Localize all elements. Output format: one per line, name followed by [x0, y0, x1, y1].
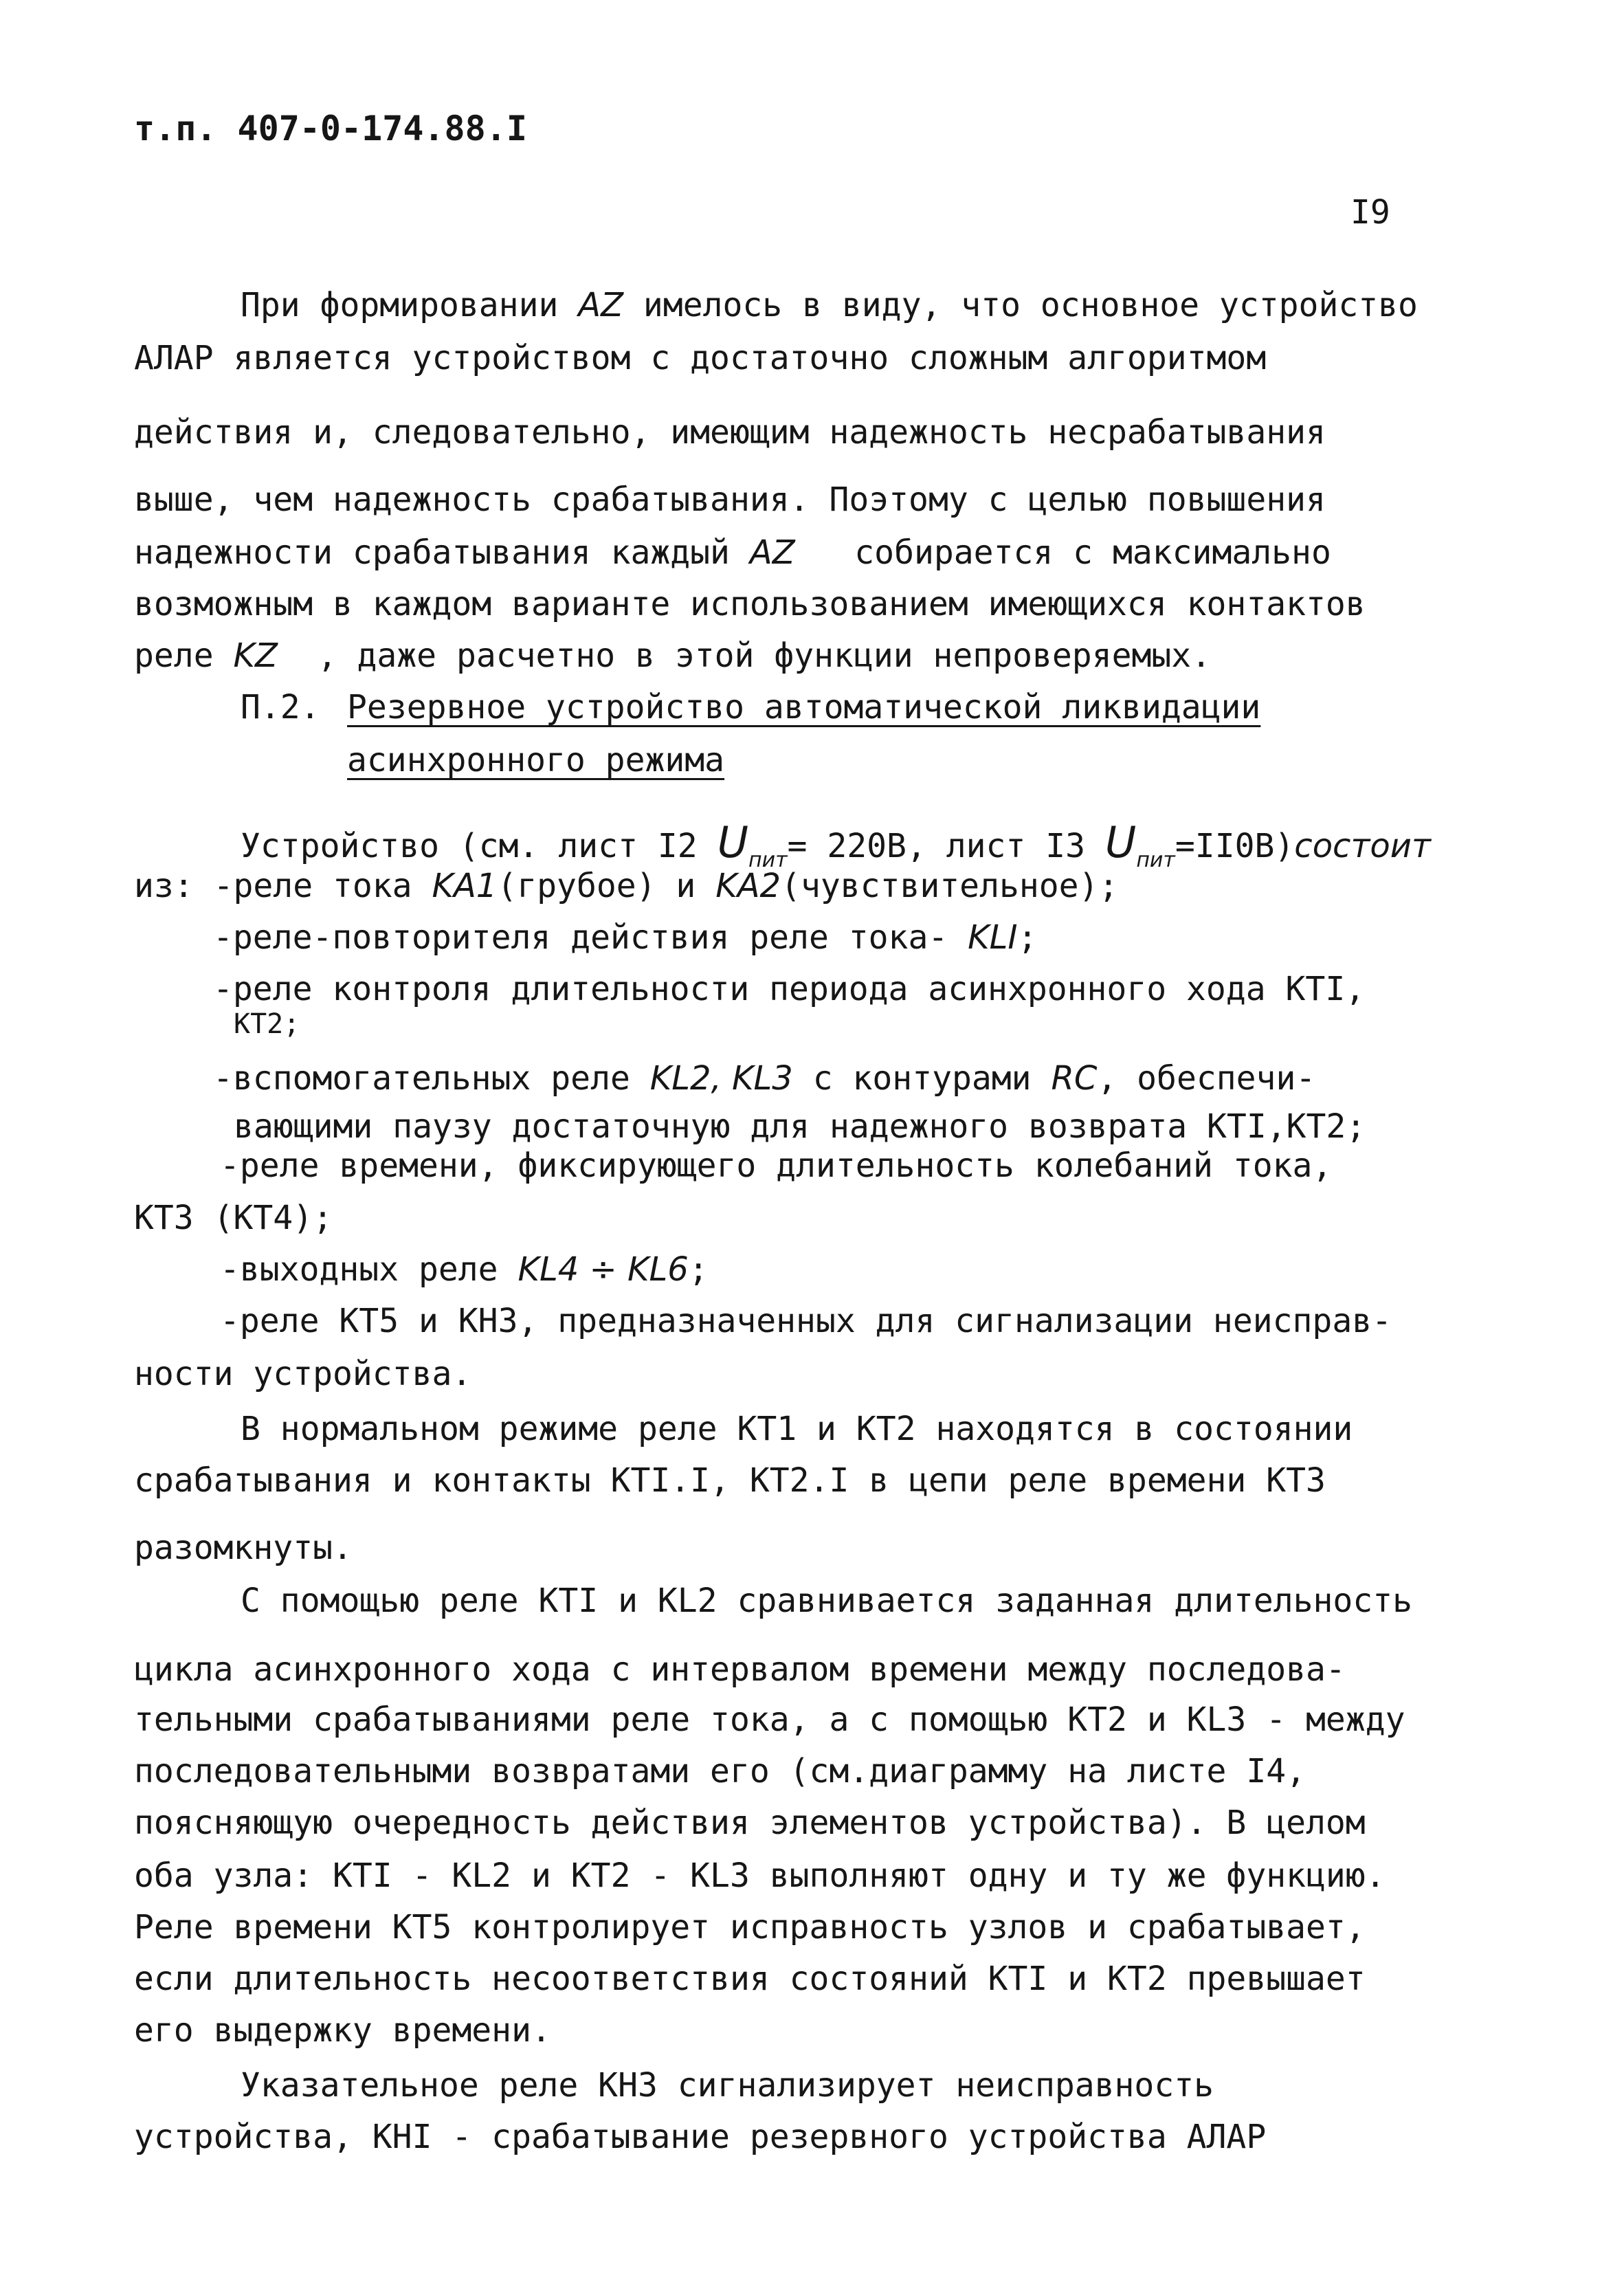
paragraph-1-line-2: АЛАР является устройством с достаточно сложным алгоритмом [134, 339, 1267, 377]
comparison-line-5: поясняющую очередность действия элементов устройства). В целом [134, 1804, 1366, 1842]
page-number: I9 [1350, 193, 1390, 232]
az-label: AZ [749, 533, 795, 572]
paragraph-1-line-4: выше, чем надежность срабатывания. Поэтому с целью повышения [134, 480, 1326, 519]
device-line-9: KT3 (KT4); [134, 1199, 333, 1237]
comparison-line-4: последовательными возвратами его (см.диаграмму на листе I4, [134, 1752, 1306, 1790]
normal-mode-line-3: разомкнуты. [134, 1529, 353, 1567]
device-line-4: -реле контроля длительности периода асинхронного хода KTI, [213, 970, 1366, 1008]
comparison-line-7: Реле времени KT5 контролирует исправность узлов и срабатывает, [134, 1908, 1366, 1947]
device-line-10: -выходных реле KL4 ÷ KL6; [220, 1250, 709, 1289]
comparison-line-3: тельными срабатываниями реле тока, а с помощью KT2 и KL3 - между [134, 1700, 1405, 1739]
device-line-1: Устройство (см. лист I2 $U_{пит}= 220В$, лист I3 $U_{пит}=II0В)состоит$ [241, 817, 1431, 872]
paragraph-1-line-3: действия и, следовательно, имеющим надежность несрабатывания [134, 413, 1326, 452]
comparison-line-6: оба узла: KTI - KL2 и KT2 - KL3 выполняют одну и ту же функцию. [134, 1856, 1386, 1895]
kz-label: KZ [233, 636, 278, 675]
normal-mode-line-1: В нормальном режиме реле KT1 и KT2 находятся в состоянии [241, 1410, 1353, 1448]
device-line-2: из: -реле тока KA1(грубое) и KA2(чувствительное); [134, 867, 1119, 905]
comparison-line-2: цикла асинхронного хода с интервалом времени между последова- [134, 1650, 1346, 1689]
device-line-6: -вспомогательных реле KL2, KL3 с контурами RC, обеспечи- [213, 1059, 1316, 1098]
paragraph-1-line-5: надежности срабатывания каждый AZ собирается с максимально [134, 533, 1331, 572]
device-line-12: ности устройства. [134, 1355, 472, 1393]
comparison-line-1: С помощью реле KTI и KL2 сравнивается заданная длительность [241, 1582, 1413, 1620]
device-line-7: вающими паузу достаточную для надежного возврата KTI,KT2; [234, 1107, 1366, 1146]
device-line-11: -реле KT5 и KH3, предназначенных для сигнализации неисправ- [220, 1302, 1392, 1340]
device-line-3: -реле-повторителя действия реле тока- KLI; [213, 918, 1038, 957]
section-title-line-1: Резервное устройство автоматической ликвидации [347, 688, 1261, 727]
az-label: AZ [578, 286, 623, 324]
device-line-8: -реле времени, фиксирующего длительность колебаний тока, [220, 1146, 1333, 1185]
document-code: т.п. 407-0-174.88.I [134, 109, 527, 148]
section-title-line-2: асинхронного режима [347, 741, 725, 779]
section-number: П.2. [241, 688, 320, 727]
device-line-5: KT2; [234, 1008, 300, 1040]
indicator-line-1: Указательное реле KH3 сигнализирует неисправность [241, 2066, 1214, 2105]
paragraph-1-line-7: реле KZ , даже расчетно в этой функции непроверяемых. [134, 636, 1212, 675]
paragraph-1-line-1: При формировании AZ имелось в виду, что основное устройство [241, 286, 1418, 324]
comparison-line-8: если длительность несоответствия состояний KTI и KT2 превышает [134, 1960, 1366, 1998]
normal-mode-line-2: срабатывания и контакты KTI.I, KT2.I в цепи реле времени KT3 [134, 1461, 1326, 1500]
paragraph-1-line-6: возможным в каждом варианте использованием имеющихся контактов [134, 585, 1366, 623]
comparison-line-9: его выдержку времени. [134, 2011, 551, 2050]
indicator-line-2: устройства, KHI - срабатывание резервного устройства АЛАР [134, 2118, 1267, 2156]
